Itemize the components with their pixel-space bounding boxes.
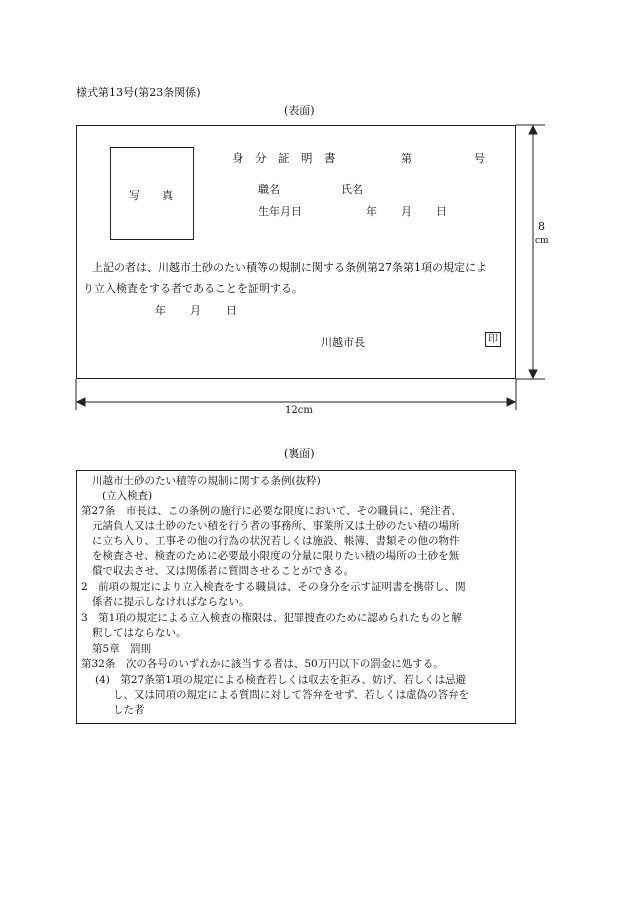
birth-date-label: 生年月日	[258, 205, 302, 218]
height-arrow-top	[529, 126, 537, 134]
item-4-line3: した者	[113, 704, 145, 716]
paragraph-3-line2: 釈してはならない。	[92, 627, 187, 639]
number-prefix: 第	[401, 152, 412, 165]
height-value: 8	[538, 220, 545, 233]
form-number-label: 様式第13号(第23条関係)	[76, 86, 201, 99]
front-side-label: (表面)	[284, 104, 315, 117]
birth-year-label: 年	[366, 205, 377, 218]
article-27-line1: 第27条 市長は、この条例の施行に必要な限度において、その職員に、発注者、	[81, 505, 462, 517]
width-value: 12cm	[285, 405, 313, 416]
issuer-label: 川越市長	[321, 336, 365, 349]
article-27-line4: を検査させ、検査のために必要最小限度の分量に限りたい積の場所の土砂を無	[92, 550, 460, 562]
job-title-label: 職名	[258, 183, 280, 196]
paragraph-3-line1: 3 第1項の規定による立入検査の権限は、犯罪捜査のために認められたものと解	[81, 612, 462, 624]
chapter-5-heading: 第5章 罰則	[92, 643, 152, 655]
article-27-line2: 元請負人又は土砂のたい積を行う者の事務所、事業所又は土砂のたい積の場所	[92, 520, 460, 532]
birth-month-label: 月	[401, 205, 412, 218]
article-27-line3: に立ち入り、工事その他の行為の状況若しくは施設、帳簿、書類その他の物件	[92, 535, 460, 547]
height-arrow-bottom	[529, 370, 537, 378]
seal-stamp: 印	[485, 332, 501, 347]
item-4-line1: (4) 第27条第1項の規定による検査若しくは収去を拒み、妨げ、若しくは忌避	[95, 674, 467, 686]
back-side-label: (裏面)	[284, 447, 315, 460]
photo-label: 写 真	[129, 189, 173, 202]
certification-text-line1: 上記の者は、川越市土砂のたい積等の規制に関する条例第27条第1項の規定によ	[92, 261, 487, 274]
certification-text-line2: り立入検査をする者であることを証明する。	[83, 282, 303, 295]
article-27-line5: 償で収去させ、又は関係者に質問させることができる。	[92, 565, 355, 577]
birth-day-label: 日	[436, 205, 447, 218]
number-suffix: 号	[474, 152, 485, 165]
issue-month-label: 月	[190, 304, 201, 317]
paragraph-2-line2: 係者に提示しなければならない。	[92, 596, 250, 608]
width-arrow-right	[507, 398, 515, 406]
ordinance-title: 川越市土砂のたい積等の規制に関する条例(抜粋)	[92, 475, 321, 487]
issue-year-label: 年	[155, 304, 166, 317]
article-32-line: 第32条 次の各号のいずれかに該当する者は、50万円以下の罰金に処する。	[81, 658, 444, 670]
item-4-line2: し、又は同項の規定による質問に対して答弁をせず、若しくは虚偽の答弁を	[113, 689, 470, 701]
height-unit: cm	[535, 236, 549, 246]
section-heading-inspection: (立入検査)	[102, 490, 153, 502]
issue-day-label: 日	[226, 304, 237, 317]
width-arrow-left	[77, 398, 85, 406]
card-title: 身 分 証 明 書	[232, 151, 336, 165]
name-label: 氏名	[341, 183, 363, 196]
paragraph-2-line1: 2 前項の規定により立入検査をする職員は、その身分を示す証明書を携帯し、関	[81, 581, 466, 593]
